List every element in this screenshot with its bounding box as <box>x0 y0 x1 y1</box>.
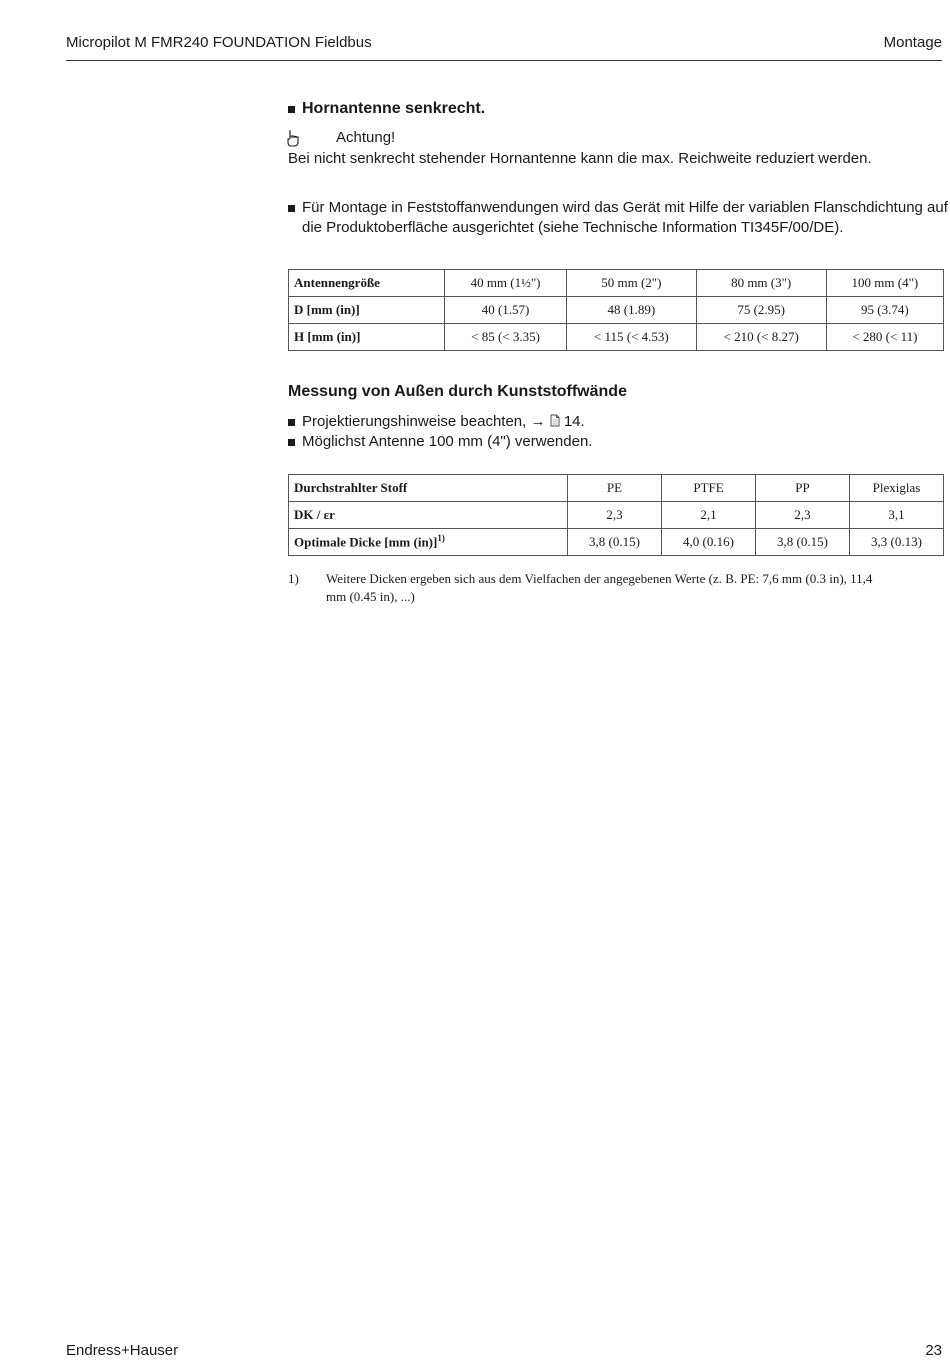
table-header-cell: PP <box>756 475 850 502</box>
caution-title: Achtung! <box>336 129 396 146</box>
table-cell: 48 (1.89) <box>567 297 696 324</box>
table-header-cell: Antennengröße <box>289 270 445 297</box>
table-cell: D [mm (in)] <box>289 297 445 324</box>
table-cell: DK / εr <box>289 502 568 529</box>
footnote-number: 1) <box>288 571 299 586</box>
table-header-cell: 50 mm (2") <box>567 270 696 297</box>
table-cell: 2,1 <box>662 502 756 529</box>
table-header-cell: 100 mm (4") <box>826 270 943 297</box>
bullet-square-icon <box>288 439 295 446</box>
table-cell: 95 (3.74) <box>826 297 943 324</box>
page-header <box>66 32 942 61</box>
bullet-square-icon <box>288 106 295 113</box>
bullet-text: Für Montage in Feststoffanwendungen wird das Gerät mit Hilfe der variablen Flanschdichtung auf die Produktoberfläche ausgerichtet (siehe Technische Information TI345F/00/DE). <box>302 199 948 236</box>
table-cell: < 115 (< 4.53) <box>567 324 696 351</box>
table-cell: 3,8 (0.15) <box>568 529 662 556</box>
company-name: Endress+Hauser <box>66 1342 179 1359</box>
document-title: Micropilot M FMR240 FOUNDATION Fieldbus <box>66 34 372 51</box>
bullet-solids-mounting <box>288 198 950 238</box>
page-reference-icon <box>550 413 564 430</box>
list-item <box>288 432 944 452</box>
table-row <box>289 297 944 324</box>
table-cell: 2,3 <box>756 502 850 529</box>
heading-text: Hornantenne senkrecht. <box>302 100 486 117</box>
table-header-cell: Durchstrahlter Stoff <box>289 475 568 502</box>
row-label: Optimale Dicke [mm (in)] <box>294 534 438 550</box>
table-row <box>289 502 944 529</box>
table-header-cell: Plexiglas <box>850 475 944 502</box>
bullet-square-icon <box>288 205 295 212</box>
table-cell: 40 (1.57) <box>445 297 567 324</box>
page-reference[interactable]: 14. <box>563 413 585 430</box>
page-number: 23 <box>925 1342 942 1359</box>
table-row <box>289 324 944 351</box>
bullet-square-icon <box>288 419 295 426</box>
arrow-right-icon: → <box>530 413 546 430</box>
caution-text: Bei nicht senkrecht stehender Hornantenne kann die max. Reichweite reduziert werden. <box>288 150 872 167</box>
table-header-cell: 40 mm (1½") <box>445 270 567 297</box>
bullet-list <box>288 412 944 452</box>
table-cell: 4,0 (0.16) <box>662 529 756 556</box>
footnote-text: Weitere Dicken ergeben sich aus dem Vielfachen der angegebenen Werte (z. B. PE: 7,6 mm (0.3 in), 11,4 mm (0.45 in), ...) <box>326 571 873 604</box>
material-thickness-table <box>288 474 944 556</box>
footnote-marker: 1) <box>437 533 445 544</box>
table-cell: 3,8 (0.15) <box>756 529 850 556</box>
table-cell: H [mm (in)] <box>289 324 445 351</box>
table-row <box>289 529 944 556</box>
section-heading-horn-antenna <box>288 99 950 119</box>
list-item <box>288 412 944 432</box>
table-cell: 3,3 (0.13) <box>850 529 944 556</box>
table-cell: 75 (2.95) <box>696 297 826 324</box>
table-header-row <box>289 270 944 297</box>
table-cell: < 280 (< 11) <box>826 324 943 351</box>
bullet-text: Projektierungshinweise beachten, <box>302 413 527 430</box>
table-header-row <box>289 475 944 502</box>
section-heading-plastic-walls: Messung von Außen durch Kunststoffwände <box>288 383 627 400</box>
table-cell: 2,3 <box>568 502 662 529</box>
table-header-cell: 80 mm (3") <box>696 270 826 297</box>
table-cell: < 85 (< 3.35) <box>445 324 567 351</box>
bullet-text: Möglichst Antenne 100 mm (4") verwenden. <box>302 433 593 450</box>
table-cell: < 210 (< 8.27) <box>696 324 826 351</box>
chapter-title: Montage <box>883 34 942 51</box>
table-header-cell: PTFE <box>662 475 756 502</box>
table-cell <box>289 529 568 556</box>
table-header-cell: PE <box>568 475 662 502</box>
table-cell: 3,1 <box>850 502 944 529</box>
antenna-size-table <box>288 269 944 351</box>
